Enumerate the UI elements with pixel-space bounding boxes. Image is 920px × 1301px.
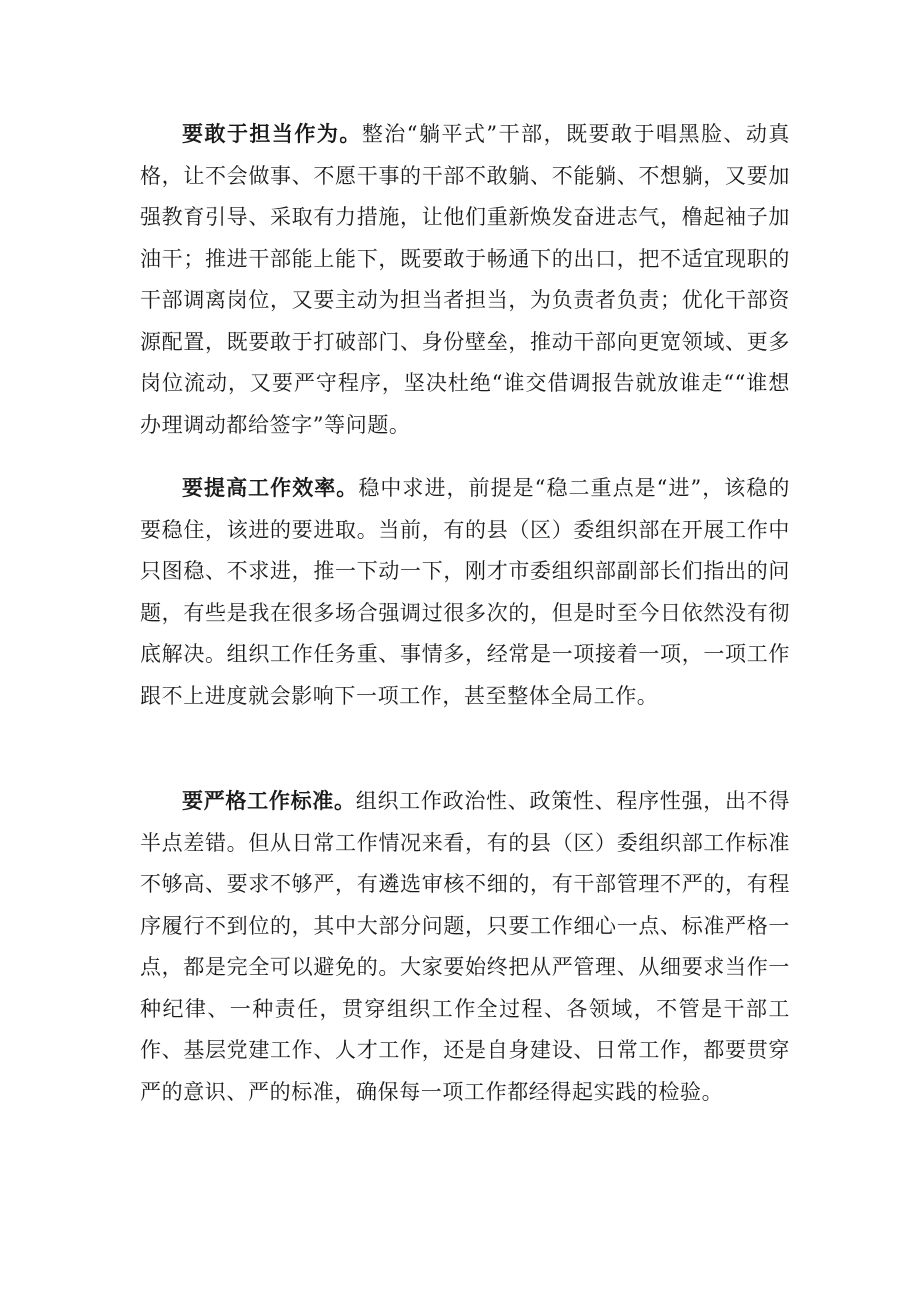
paragraph-take-responsibility <box>140 114 790 446</box>
paragraph-lead: 要严格工作标准。 <box>182 789 356 813</box>
paragraph-strict-standards <box>140 781 790 1113</box>
paragraph-body: 组织工作政治性、政策性、程序性强，出不得半点差错。但从日常工作情况来看，有的县（区）委组织部工作标准不够高、要求不够严，有遴选审核不细的，有干部管理不严的，有程序履行不到位的，其中大部分问题，只要工作细心一点、标准严格一点，都是完全可以避免的。大家要始终把从严管理、从细要求当作一种纪律、一种责任，贯穿组织工作全过程、各领域，不管是干部工作、基层党建工作、人才工作，还是自身建设、日常工作，都要贯穿严的意识、严的标准，确保每一项工作都经得起实践的检验。 <box>140 789 790 1104</box>
paragraph-lead: 要提高工作效率。 <box>182 476 359 500</box>
paragraph-lead: 要敢于担当作为。 <box>182 122 362 146</box>
paragraph-body: 稳中求进，前提是“稳二重点是“进”，该稳的要稳住，该进的要进取。当前，有的县（区）委组织部在开展工作中只图稳、不求进，推一下动一下，刚才市委组织部副部长们指出的问题，有些是我在很多场合强调过很多次的，但是时至今日依然没有彻底解决。组织工作任务重、事情多，经常是一项接着一项，一项工作跟不上进度就会影响下一项工作，甚至整体全局工作。 <box>140 476 790 708</box>
paragraph-improve-efficiency <box>140 468 790 717</box>
paragraph-body: 整治“躺平式”干部，既要敢于唱黑脸、动真格，让不会做事、不愿干事的干部不敢躺、不能躺、不想躺，又要加强教育引导、采取有力措施，让他们重新焕发奋进志气，橹起袖子加油干；推进干部能上能下，既要敢于畅通下的出口，把不适宜现职的干部调离岗位，又要主动为担当者担当，为负责者负责；优化干部资源配置，既要敢于打破部门、身份壁垒，推动干部向更宽领域、更多岗位流动，又要严守程序，坚决杜绝“谁交借调报告就放谁走““谁想办理调动都给签字”等问题。 <box>140 122 790 437</box>
